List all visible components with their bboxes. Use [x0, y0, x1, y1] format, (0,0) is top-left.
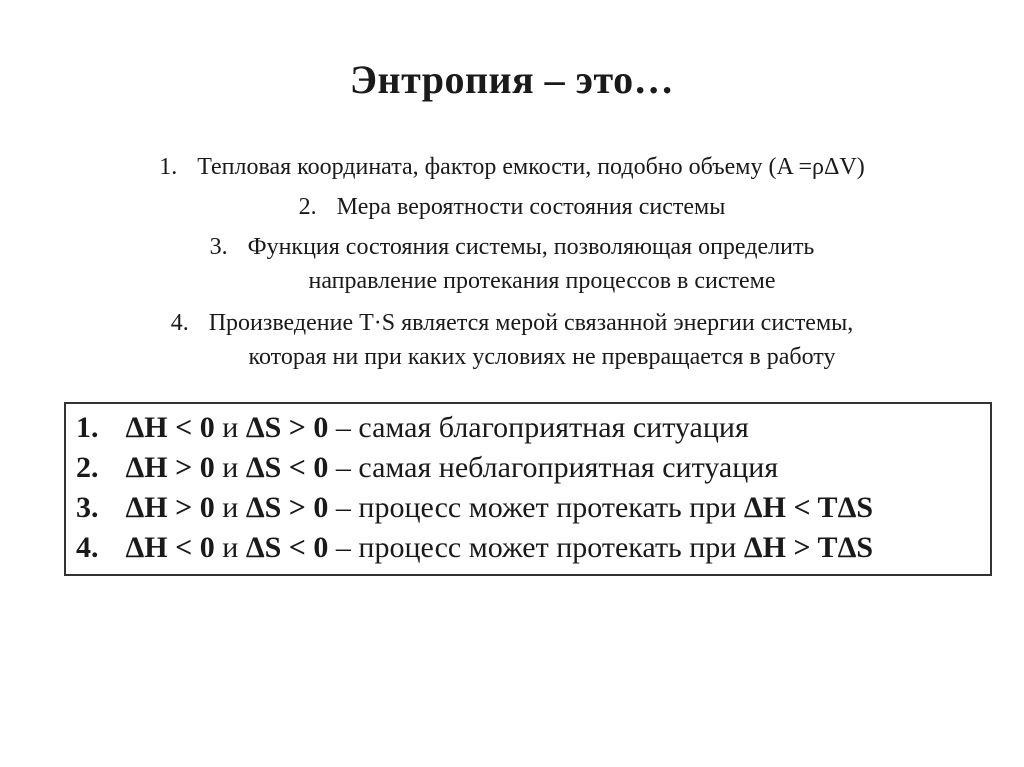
rule-conjunction: и: [222, 531, 239, 564]
rule-row: [76, 528, 980, 568]
rule-condition: ΔH < TΔS: [743, 491, 874, 524]
definition-number: 4.: [170, 310, 189, 336]
definition-number: 1.: [159, 154, 178, 180]
rule-entropy: ΔS < 0: [245, 531, 329, 564]
definition-text: Произведение T·S является мерой связанной энергии системы,: [208, 310, 854, 336]
rules-box: [64, 402, 992, 576]
definition-number: 2.: [298, 194, 317, 220]
definition-number: 3.: [209, 234, 228, 260]
definition-text: которая ни при каких условиях не превращается в работу: [248, 344, 836, 370]
rule-row: [76, 488, 980, 528]
rule-enthalpy: ΔH > 0: [125, 491, 215, 524]
rule-conjunction: и: [222, 411, 239, 444]
rule-number: 2.: [76, 451, 99, 484]
rule-conjunction: и: [222, 451, 239, 484]
rule-number: 1.: [76, 411, 99, 444]
definition-text: направление протекания процессов в системе: [308, 268, 776, 294]
rule-entropy: ΔS > 0: [245, 411, 329, 444]
definition-text: Мера вероятности состояния системы: [336, 194, 726, 220]
definition-item: [0, 190, 1024, 224]
rule-row: [76, 448, 980, 488]
rule-description: – самая неблагоприятная ситуация: [328, 451, 779, 484]
rule-number: 4.: [76, 531, 99, 564]
definition-continuation: [0, 264, 1024, 298]
rule-entropy: ΔS < 0: [245, 451, 329, 484]
rule-enthalpy: ΔH < 0: [125, 411, 215, 444]
page-title: Энтропия – это…: [349, 57, 675, 102]
definition-item: [0, 306, 1024, 340]
definition-continuation: [0, 340, 1024, 374]
definition-text: Функция состояния системы, позволяющая определить: [247, 234, 815, 260]
definition-item: [0, 150, 1024, 184]
rule-description: – самая благоприятная ситуация: [328, 411, 749, 444]
rule-enthalpy: ΔH > 0: [125, 451, 215, 484]
rule-number: 3.: [76, 491, 99, 524]
rule-description: – процесс может протекать при: [328, 531, 744, 564]
rule-entropy: ΔS > 0: [245, 491, 329, 524]
rule-enthalpy: ΔH < 0: [125, 531, 215, 564]
rule-conjunction: и: [222, 491, 239, 524]
rule-condition: ΔH > TΔS: [743, 531, 874, 564]
definition-item: [0, 230, 1024, 264]
definition-text: Тепловая координата, фактор емкости, подобно объему (A =ρΔV): [197, 154, 865, 180]
rule-row: [76, 408, 980, 448]
rule-description: – процесс может протекать при: [328, 491, 744, 524]
